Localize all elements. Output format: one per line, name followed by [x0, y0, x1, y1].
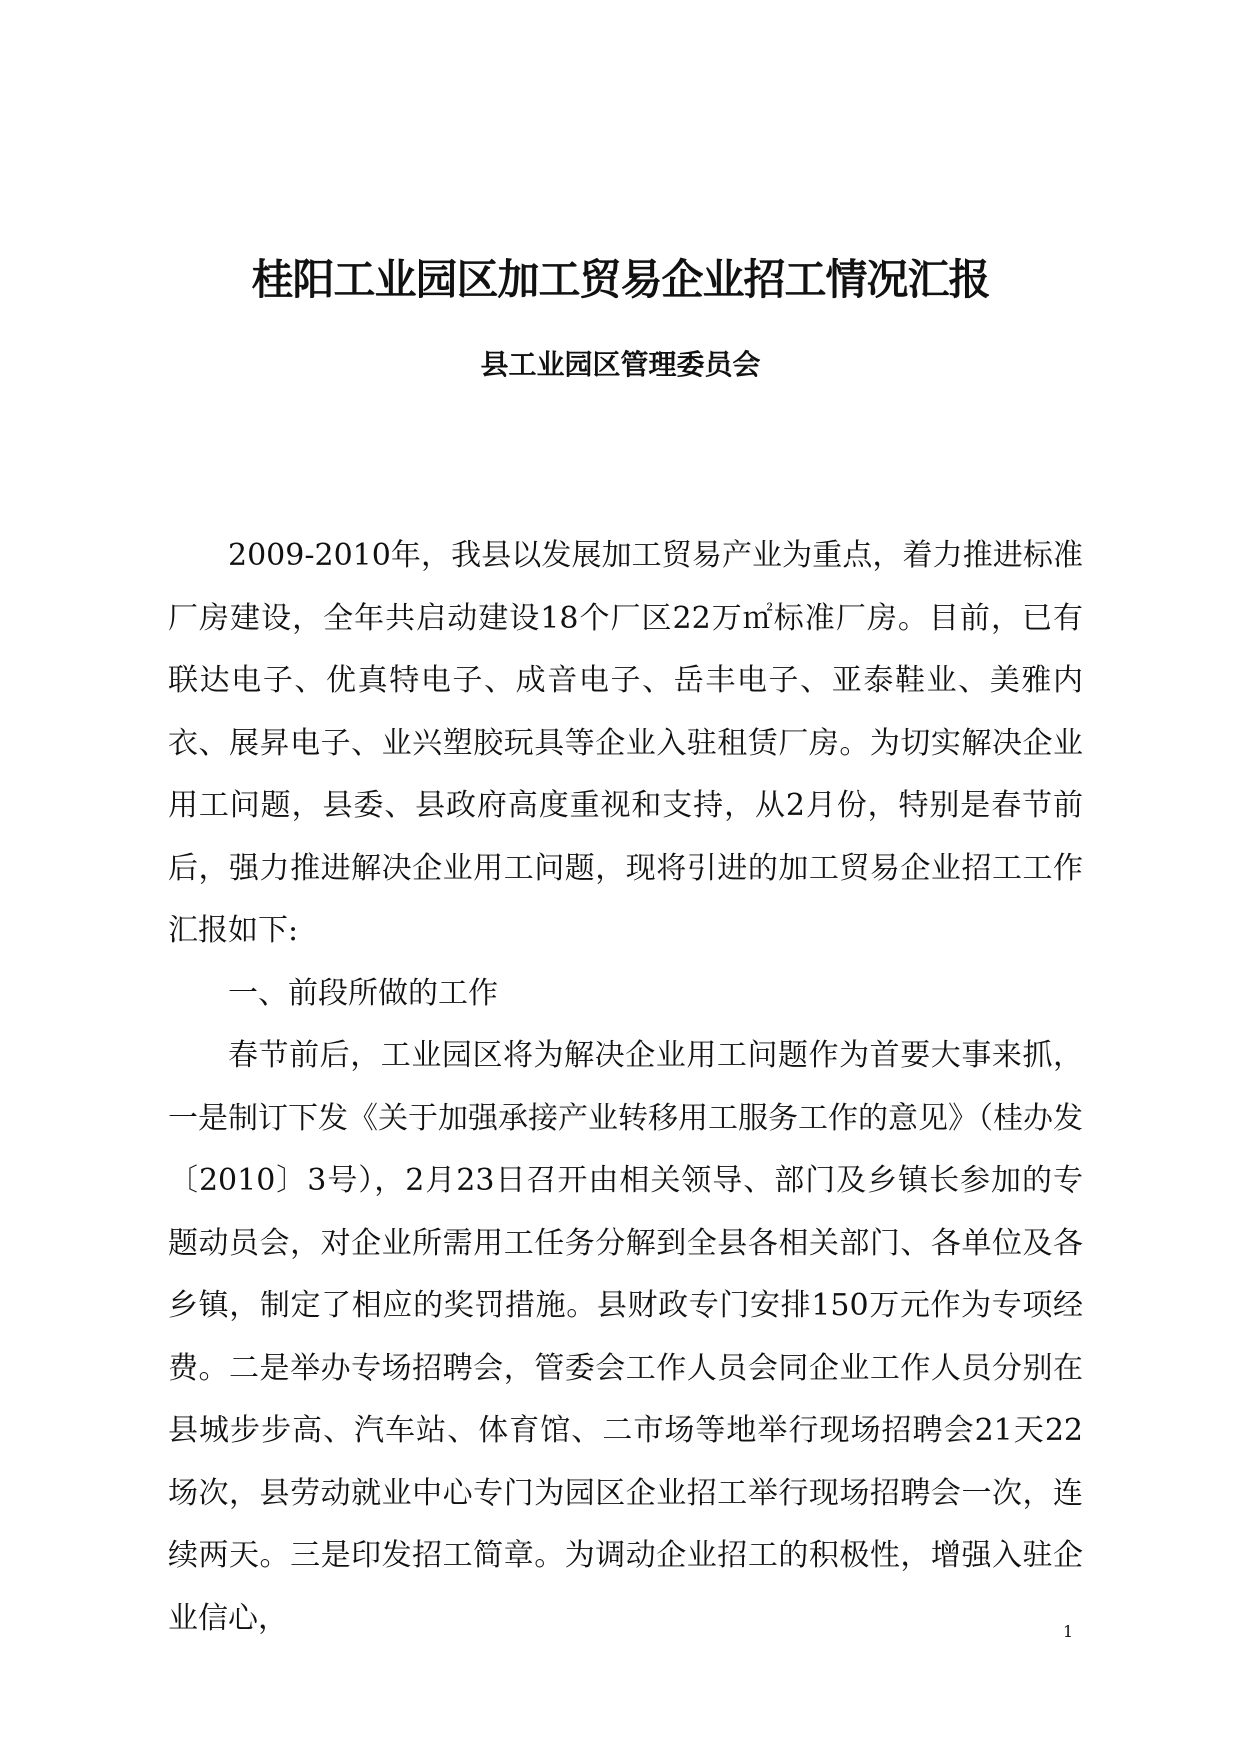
document-title: 桂阳工业园区加工贸易企业招工情况汇报 [251, 255, 990, 304]
page-number: 1 [1063, 1622, 1074, 1641]
paragraph-previous-work: 春节前后，工业园区将为解决企业用工问题作为首要大事来抓，一是制订下发《关于加强承接产业转移用工服务工作的意见》（桂办发〔2010〕3号），2月23日召开由相关领导、部门及乡镇长参加的专题动员会，对企业所需用工任务分解到全县各相关部门、各单位及各乡镇，制定了相应的奖罚措施。县财政专门安排150万元作为专项经费。二是举办专场招聘会，管委会工作人员会同企业工作人员分别在县城步步高、汽车站、体育馆、二市场等地举行现场招聘会21天22场次，县劳动就业中心专门为园区企业招工举行现场招聘会一次，连续两天。三是印发招工简章。为调动企业招工的积极性，增强入驻企业信心， [168, 1038, 1083, 1636]
document-subtitle: 县工业园区管理委员会 [480, 348, 761, 381]
document-body [168, 525, 1083, 1650]
section-heading-previous-work: 一、前段所做的工作 [228, 975, 498, 1011]
paragraph-intro: 2009-2010年，我县以发展加工贸易产业为重点，着力推进标准厂房建设，全年共启动建设18个厂区22万㎡标准厂房。目前，已有联达电子、优真特电子、成音电子、岳丰电子、亚泰鞋业、美雅内衣、展昇电子、业兴塑胶玩具等企业入驻租赁厂房。为切实解决企业用工问题，县委、县政府高度重视和支持，从2月份，特别是春节前后，强力推进解决企业用工问题，现将引进的加工贸易企业招工工作汇报如下: [168, 538, 1083, 948]
